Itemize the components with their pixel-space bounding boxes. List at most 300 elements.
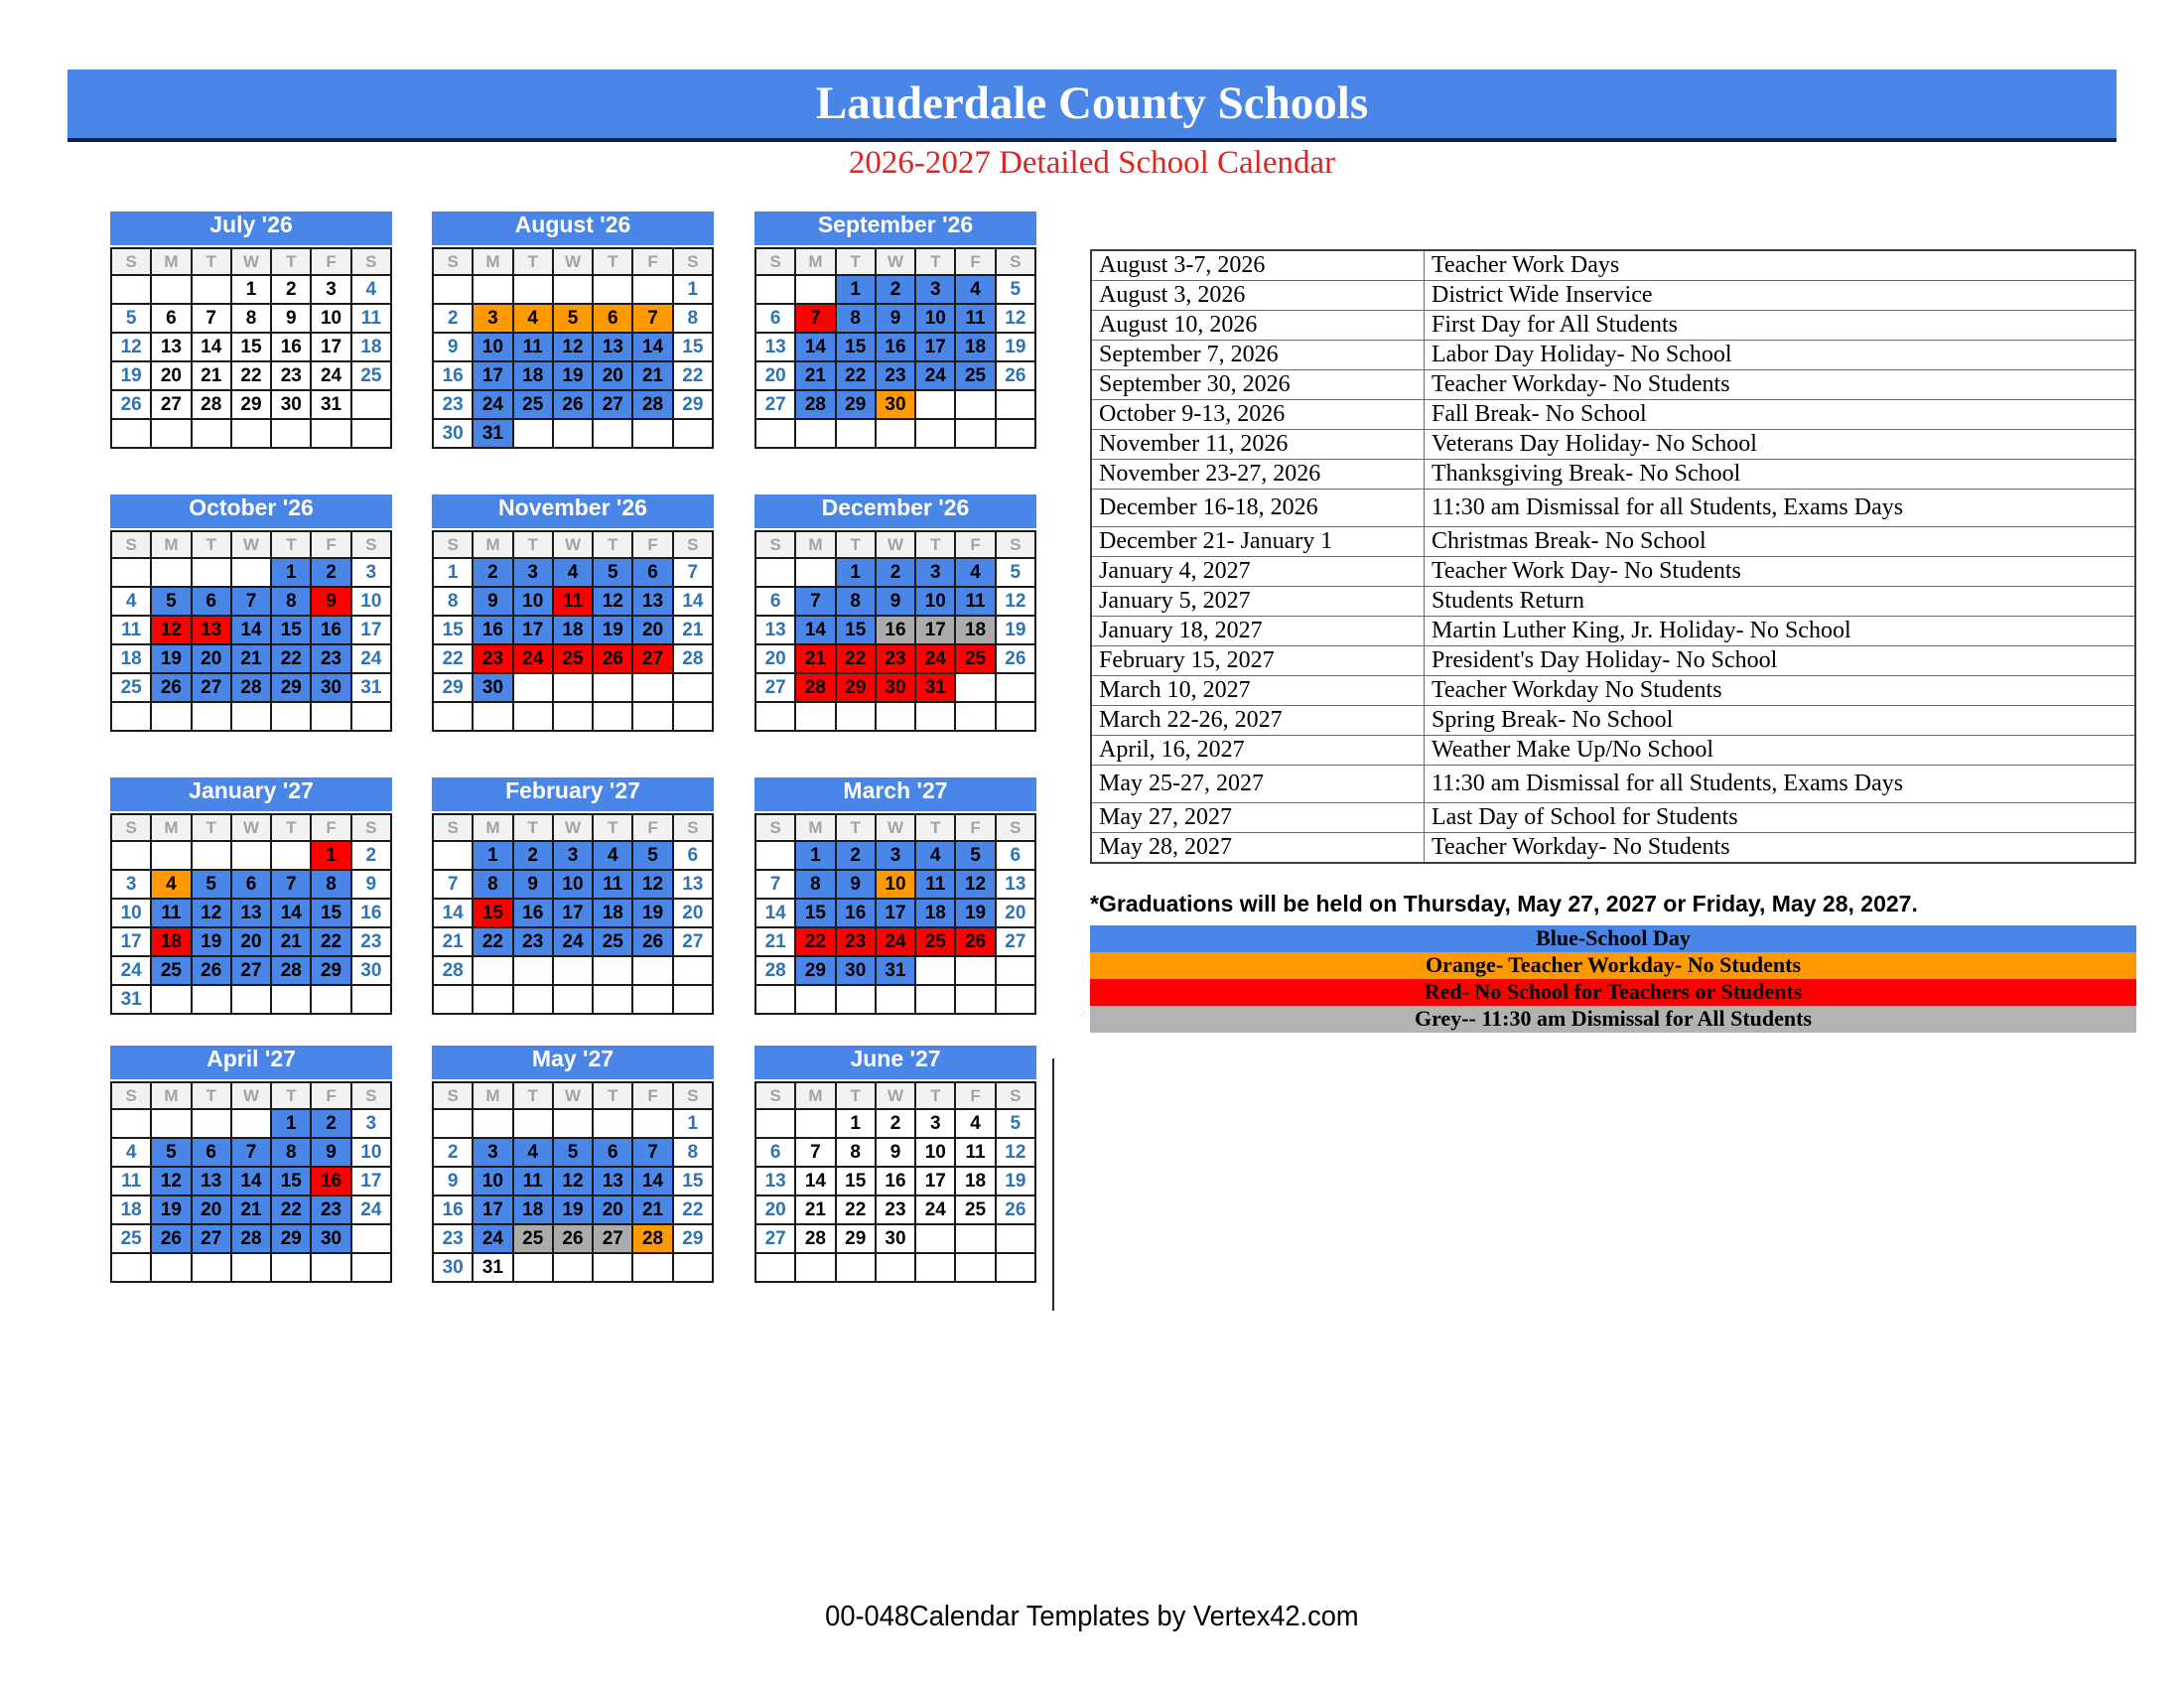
day-cell: 5 [632,841,672,870]
day-cell: 26 [593,644,632,673]
day-cell [836,985,876,1014]
day-cell [231,1253,271,1282]
key-date-row [1091,766,2135,803]
day-cell [593,275,632,304]
day-cell [673,985,713,1014]
day-cell [632,419,672,448]
day-cell: 3 [553,841,593,870]
day-cell [271,1253,311,1282]
day-cell [915,1253,955,1282]
weekday-header: W [231,814,271,841]
weekday-header: F [311,814,350,841]
day-cell [271,702,311,731]
weekday-header: W [553,248,593,275]
day-cell: 9 [433,1167,473,1196]
day-cell [915,956,955,985]
key-date: January 4, 2027 [1091,557,1425,587]
day-cell: 11 [553,587,593,616]
day-cell [795,275,835,304]
day-cell [593,702,632,731]
day-cell: 20 [593,1196,632,1224]
day-cell: 13 [632,587,672,616]
weekday-header: S [755,248,795,275]
day-cell [755,1109,795,1138]
day-cell [955,1253,995,1282]
day-cell: 22 [836,1196,876,1224]
day-cell [111,841,151,870]
day-cell: 2 [311,1109,350,1138]
day-cell [151,985,191,1014]
day-cell: 29 [795,956,835,985]
day-cell: 20 [231,927,271,956]
day-cell: 3 [351,558,391,587]
month-title: July '26 [110,211,392,245]
day-cell: 23 [311,1196,350,1224]
weekday-header: S [996,248,1035,275]
weekday-header: S [351,531,391,558]
footer-credit-text: 00-048Calendar Templates by Vertex42.com [825,1601,1359,1632]
day-cell [151,841,191,870]
key-date: January 5, 2027 [1091,587,1425,617]
day-cell: 31 [111,985,151,1014]
day-cell [593,419,632,448]
day-cell: 13 [755,1167,795,1196]
day-cell: 12 [996,587,1035,616]
weekday-header: S [111,531,151,558]
day-cell [192,275,231,304]
day-cell [513,956,553,985]
key-date-description: Teacher Work Day- No Students [1425,557,2136,587]
day-cell [151,1109,191,1138]
month-grid [110,1081,392,1283]
day-cell [111,558,151,587]
day-cell: 22 [795,927,835,956]
day-cell [433,275,473,304]
day-cell: 4 [553,558,593,587]
day-cell [955,390,995,419]
weekday-header: S [996,1082,1035,1109]
day-cell: 8 [231,304,271,333]
key-date: October 9-13, 2026 [1091,400,1425,430]
day-cell: 23 [271,361,311,390]
weekday-header: W [231,248,271,275]
day-cell: 1 [836,275,876,304]
month-grid [432,530,714,732]
day-cell: 21 [673,616,713,644]
day-cell: 24 [915,361,955,390]
weekday-header: W [553,814,593,841]
day-cell: 2 [351,841,391,870]
day-cell: 10 [473,1167,512,1196]
key-date-description: First Day for All Students [1425,311,2136,341]
day-cell: 13 [673,870,713,899]
day-cell: 17 [473,361,512,390]
day-cell [151,702,191,731]
day-cell: 14 [795,1167,835,1196]
key-date-row [1091,617,2135,646]
day-cell: 27 [593,1224,632,1253]
key-date-description: Students Return [1425,587,2136,617]
day-cell: 8 [836,1138,876,1167]
weekday-header: T [513,1082,553,1109]
day-cell: 10 [553,870,593,899]
day-cell: 21 [433,927,473,956]
weekday-header: F [311,1082,350,1109]
day-cell: 7 [795,587,835,616]
day-cell [231,419,271,448]
day-cell: 5 [996,1109,1035,1138]
day-cell: 5 [955,841,995,870]
day-cell [311,702,350,731]
day-cell: 9 [473,587,512,616]
day-cell: 27 [151,390,191,419]
day-cell: 2 [271,275,311,304]
day-cell [231,558,271,587]
key-date: February 15, 2027 [1091,646,1425,676]
day-cell [271,985,311,1014]
day-cell: 28 [231,673,271,702]
day-cell: 13 [192,1167,231,1196]
footer-credit [0,1601,2184,1633]
day-cell: 10 [311,304,350,333]
day-cell [192,985,231,1014]
day-cell: 23 [836,927,876,956]
day-cell: 15 [311,899,350,927]
day-cell [351,1253,391,1282]
day-cell [673,1253,713,1282]
day-cell: 26 [996,644,1035,673]
day-cell: 17 [915,616,955,644]
day-cell [553,1253,593,1282]
day-cell: 25 [351,361,391,390]
weekday-header: T [271,531,311,558]
day-cell: 3 [915,1109,955,1138]
day-cell: 26 [111,390,151,419]
weekday-header: F [955,531,995,558]
day-cell [836,419,876,448]
day-cell: 18 [955,333,995,361]
month-calendar [432,494,714,732]
day-cell: 30 [836,956,876,985]
day-cell: 10 [876,870,915,899]
day-cell [433,702,473,731]
weekday-header: S [351,1082,391,1109]
day-cell: 17 [876,899,915,927]
key-date: January 18, 2027 [1091,617,1425,646]
month-calendar [110,1046,392,1283]
day-cell: 1 [673,275,713,304]
day-cell [111,702,151,731]
day-cell: 25 [111,673,151,702]
key-date: March 10, 2027 [1091,676,1425,706]
day-cell: 22 [271,1196,311,1224]
day-cell [553,673,593,702]
day-cell: 11 [513,1167,553,1196]
day-cell: 9 [311,1138,350,1167]
key-date-description: Christmas Break- No School [1425,527,2136,557]
day-cell: 19 [192,927,231,956]
day-cell: 13 [755,333,795,361]
day-cell: 19 [996,1167,1035,1196]
day-cell: 11 [955,587,995,616]
day-cell: 5 [553,1138,593,1167]
day-cell: 1 [673,1109,713,1138]
day-cell [996,390,1035,419]
day-cell: 18 [151,927,191,956]
day-cell: 12 [111,333,151,361]
day-cell: 10 [351,587,391,616]
weekday-header: T [271,1082,311,1109]
day-cell: 20 [192,644,231,673]
day-cell: 30 [311,1224,350,1253]
day-cell: 22 [271,644,311,673]
weekday-header: T [513,814,553,841]
day-cell: 5 [111,304,151,333]
day-cell: 23 [311,644,350,673]
day-cell [553,1109,593,1138]
weekday-header: S [673,248,713,275]
day-cell: 4 [513,304,553,333]
day-cell: 27 [755,673,795,702]
day-cell: 9 [311,587,350,616]
key-date: September 30, 2026 [1091,370,1425,400]
key-date-row [1091,833,2135,864]
day-cell: 14 [632,1167,672,1196]
day-cell [836,702,876,731]
weekday-header: M [473,531,512,558]
day-cell: 17 [111,927,151,956]
day-cell: 26 [151,673,191,702]
key-date-row [1091,490,2135,527]
weekday-header: S [111,248,151,275]
day-cell: 2 [876,558,915,587]
day-cell: 13 [755,616,795,644]
day-cell [111,275,151,304]
day-cell: 7 [673,558,713,587]
key-date: April, 16, 2027 [1091,736,1425,766]
day-cell [151,558,191,587]
key-date-description: Teacher Workday No Students [1425,676,2136,706]
day-cell: 17 [513,616,553,644]
day-cell [111,1253,151,1282]
day-cell: 17 [473,1196,512,1224]
day-cell: 28 [632,1224,672,1253]
day-cell: 28 [673,644,713,673]
weekday-header: T [836,248,876,275]
day-cell: 10 [915,587,955,616]
day-cell: 18 [955,616,995,644]
day-cell: 12 [151,616,191,644]
day-cell: 29 [673,1224,713,1253]
day-cell: 17 [351,616,391,644]
day-cell: 1 [836,558,876,587]
day-cell: 27 [192,673,231,702]
month-grid [754,1081,1036,1283]
key-date: May 28, 2027 [1091,833,1425,864]
day-cell: 30 [876,390,915,419]
key-date-description: Veterans Day Holiday- No School [1425,430,2136,460]
day-cell: 16 [271,333,311,361]
weekday-header: T [192,531,231,558]
day-cell: 11 [111,616,151,644]
day-cell: 24 [473,1224,512,1253]
day-cell [433,1109,473,1138]
day-cell: 4 [955,558,995,587]
weekday-header: T [192,814,231,841]
day-cell: 22 [673,361,713,390]
day-cell [311,985,350,1014]
month-title: April '27 [110,1046,392,1079]
day-cell: 12 [151,1167,191,1196]
day-cell: 22 [473,927,512,956]
day-cell: 21 [795,361,835,390]
key-date-description: Teacher Workday- No Students [1425,833,2136,864]
key-date-description: Teacher Workday- No Students [1425,370,2136,400]
day-cell: 10 [351,1138,391,1167]
day-cell [673,673,713,702]
day-cell [795,702,835,731]
weekday-header: T [915,531,955,558]
day-cell [876,1253,915,1282]
day-cell: 16 [311,1167,350,1196]
day-cell [513,702,553,731]
day-cell: 17 [311,333,350,361]
day-cell [351,985,391,1014]
month-title: January '27 [110,777,392,811]
day-cell: 22 [673,1196,713,1224]
key-date-row [1091,676,2135,706]
day-cell: 14 [433,899,473,927]
day-cell: 11 [111,1167,151,1196]
weekday-header: T [915,1082,955,1109]
day-cell: 2 [433,1138,473,1167]
day-cell: 1 [836,1109,876,1138]
day-cell [473,956,512,985]
month-calendar [432,1046,714,1283]
day-cell: 4 [351,275,391,304]
month-title: September '26 [754,211,1036,245]
day-cell: 6 [632,558,672,587]
day-cell [632,1109,672,1138]
day-cell: 22 [231,361,271,390]
day-cell: 18 [351,333,391,361]
day-cell: 16 [473,616,512,644]
day-cell: 7 [231,587,271,616]
weekday-header: T [836,814,876,841]
day-cell: 15 [836,1167,876,1196]
banner [68,70,2116,142]
day-cell: 9 [876,587,915,616]
legend-bar: Red- No School for Teachers or Students [1090,979,2136,1006]
day-cell [473,702,512,731]
day-cell [593,1109,632,1138]
day-cell: 27 [755,1224,795,1253]
day-cell: 8 [311,870,350,899]
key-date-row [1091,803,2135,833]
day-cell: 15 [836,616,876,644]
day-cell: 3 [111,870,151,899]
day-cell: 8 [473,870,512,899]
day-cell: 19 [593,616,632,644]
weekday-header: M [151,814,191,841]
day-cell [111,419,151,448]
day-cell: 26 [553,1224,593,1253]
day-cell: 18 [513,361,553,390]
day-cell: 29 [311,956,350,985]
day-cell: 12 [632,870,672,899]
key-dates-table [1090,249,2136,864]
weekday-header: S [111,1082,151,1109]
day-cell: 3 [473,1138,512,1167]
day-cell: 21 [632,1196,672,1224]
weekday-header: M [151,1082,191,1109]
day-cell [876,985,915,1014]
day-cell: 8 [795,870,835,899]
weekday-header: M [151,531,191,558]
weekday-header: W [876,248,915,275]
day-cell: 11 [915,870,955,899]
day-cell [111,1109,151,1138]
day-cell: 19 [996,333,1035,361]
key-date: August 10, 2026 [1091,311,1425,341]
day-cell [755,275,795,304]
day-cell: 6 [673,841,713,870]
day-cell: 12 [996,304,1035,333]
day-cell [632,956,672,985]
key-date: May 27, 2027 [1091,803,1425,833]
day-cell [553,275,593,304]
day-cell [755,985,795,1014]
day-cell: 30 [433,1253,473,1282]
day-cell: 27 [231,956,271,985]
day-cell: 24 [553,927,593,956]
legend-bar: Blue-School Day [1090,925,2136,952]
weekday-header: T [915,814,955,841]
key-date: May 25-27, 2027 [1091,766,1425,803]
weekday-header: F [311,531,350,558]
day-cell: 6 [755,1138,795,1167]
key-date-row [1091,557,2135,587]
day-cell: 10 [915,304,955,333]
weekday-header: F [632,1082,672,1109]
day-cell: 1 [311,841,350,870]
day-cell: 15 [473,899,512,927]
day-cell [151,1253,191,1282]
day-cell: 24 [351,644,391,673]
key-date: November 11, 2026 [1091,430,1425,460]
weekday-header: W [553,1082,593,1109]
day-cell: 28 [795,673,835,702]
day-cell: 25 [513,390,553,419]
day-cell [351,702,391,731]
weekday-header: T [836,1082,876,1109]
day-cell [955,1224,995,1253]
day-cell [915,419,955,448]
day-cell: 2 [836,841,876,870]
month-calendar [432,777,714,1015]
day-cell: 11 [593,870,632,899]
day-cell: 31 [351,673,391,702]
day-cell: 6 [231,870,271,899]
day-cell: 2 [876,275,915,304]
day-cell: 25 [553,644,593,673]
day-cell: 25 [955,361,995,390]
day-cell [955,702,995,731]
weekday-header: T [836,531,876,558]
day-cell: 19 [553,361,593,390]
day-cell: 20 [192,1196,231,1224]
day-cell [553,702,593,731]
